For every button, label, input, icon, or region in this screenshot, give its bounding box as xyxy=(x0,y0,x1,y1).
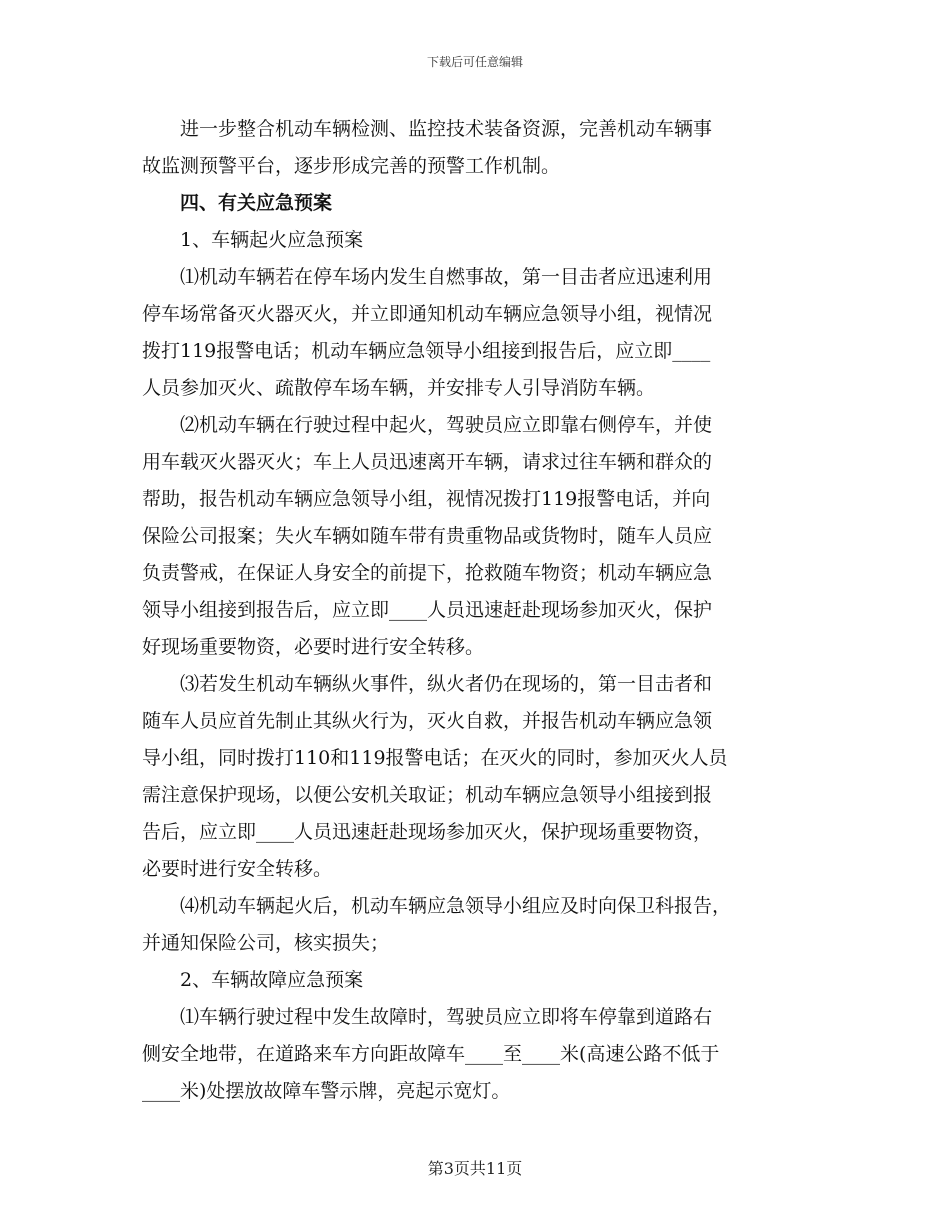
text-line: ⑴机动车辆若在停车场内发生自燃事故，第一目击者应迅速利用 xyxy=(142,266,713,288)
text-line: ____米)处摆放故障车警示牌，亮起示宽灯。 xyxy=(142,1080,511,1102)
text-line: 并通知保险公司，核实损失； xyxy=(142,932,390,954)
text-line: 进一步整合机动车辆检测、监控技术装备资源，完善机动车辆事 xyxy=(142,118,713,140)
text-line: 好现场重要物资，必要时进行安全转移。 xyxy=(142,636,485,658)
text-line: 人员参加灭火、疏散停车场车辆，并安排专人引导消防车辆。 xyxy=(142,377,656,399)
text-line: 需注意保护现场，以便公安机关取证；机动车辆应急领导小组接到报 xyxy=(142,784,713,806)
header-note: 下载后可任意编辑 xyxy=(426,55,523,69)
text-line: ⑵机动车辆在行驶过程中起火，驾驶员应立即靠右侧停车，并使 xyxy=(142,414,713,436)
text-line: 故监测预警平台，逐步形成完善的预警工作机制。 xyxy=(142,155,561,177)
text-line: 告后，应立即____人员迅速赶赴现场参加灭火，保护现场重要物资， xyxy=(142,821,713,843)
text-line: 用车载灭火器灭火；车上人员迅速离开车辆，请求过往车辆和群众的 xyxy=(142,451,713,473)
text-line: 拨打119报警电话；机动车辆应急领导小组接到报告后，应立即____ xyxy=(142,340,711,362)
text-line: 领导小组接到报告后，应立即____人员迅速赶赴现场参加灭火，保护 xyxy=(142,599,713,621)
text-line: 负责警戒，在保证人身安全的前提下，抢救随车物资；机动车辆应急 xyxy=(142,562,713,584)
text-line: ⑴车辆行驶过程中发生故障时，驾驶员应立即将车停靠到道路右 xyxy=(142,1006,713,1028)
text-line: 保险公司报案；失火车辆如随车带有贵重物品或货物时，随车人员应 xyxy=(142,525,713,547)
subsection-heading: 1、车辆起火应急预案 xyxy=(142,229,364,251)
text-line: 随车人员应首先制止其纵火行为，灭火自救，并报告机动车辆应急领 xyxy=(142,710,713,732)
text-line: 必要时进行安全转移。 xyxy=(142,858,333,880)
text-line: 帮助，报告机动车辆应急领导小组，视情况拨打119报警电话，并向 xyxy=(142,488,711,510)
text-line: 侧安全地带，在道路来车方向距故障车____至____米(高速公路不低于 xyxy=(142,1043,720,1065)
document-body xyxy=(142,111,812,1110)
text-line: ⑷机动车辆起火后，机动车辆应急领导小组应及时向保卫科报告， xyxy=(142,895,732,917)
page-number: 第3页共11页 xyxy=(427,1159,523,1178)
text-line: 导小组，同时拨打110和119报警电话；在灭火的同时，参加灭火人员 xyxy=(142,747,728,769)
text-line: ⑶若发生机动车辆纵火事件，纵火者仍在现场的，第一目击者和 xyxy=(142,673,713,695)
section-heading: 四、有关应急预案 xyxy=(142,192,333,214)
subsection-heading: 2、车辆故障应急预案 xyxy=(142,969,364,991)
text-line: 停车场常备灭火器灭火，并立即通知机动车辆应急领导小组，视情况 xyxy=(142,303,713,325)
